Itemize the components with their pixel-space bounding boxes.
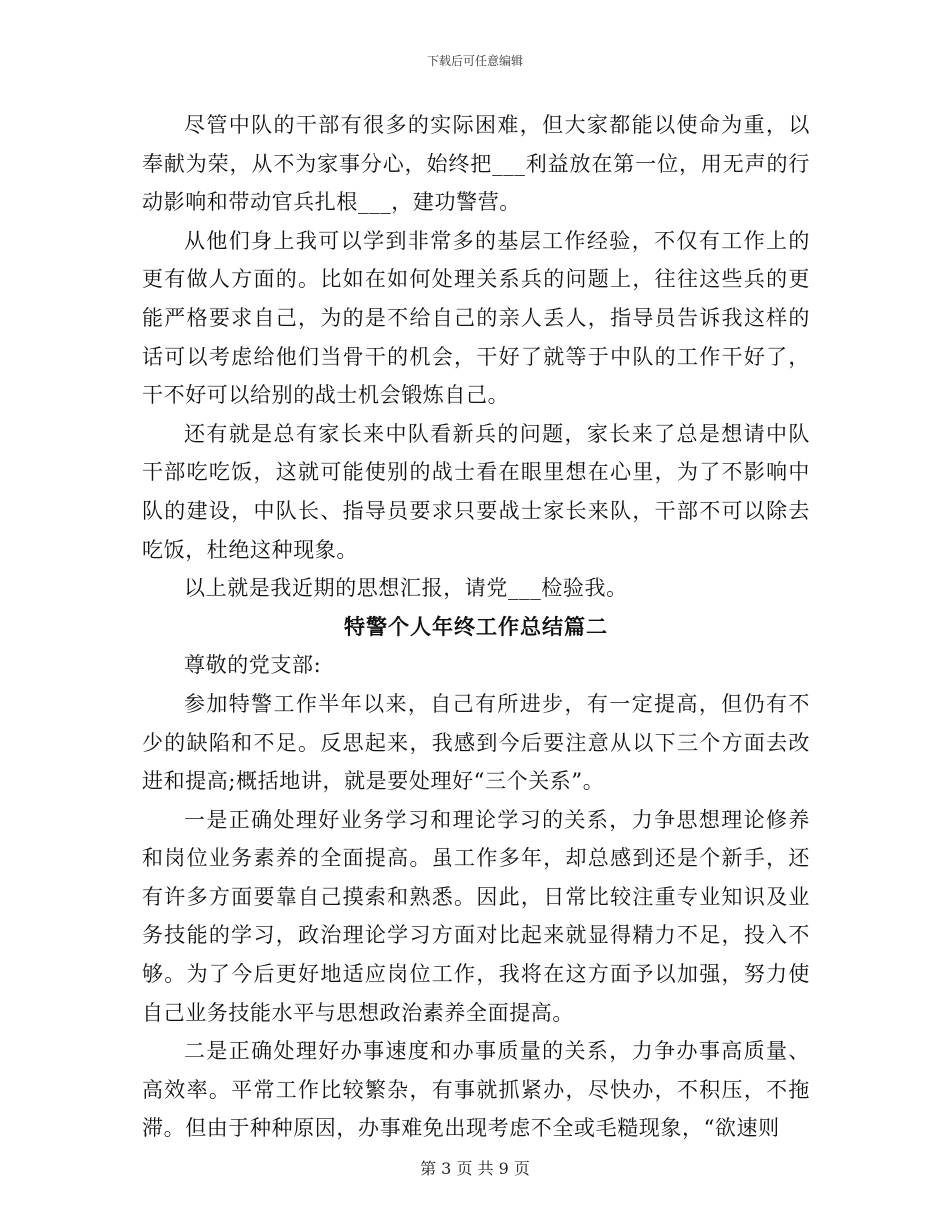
document-body xyxy=(142,106,810,1148)
page-number: 第 3 页 共 9 页 xyxy=(420,1159,530,1178)
paragraph-3: 还有就是总有家长来中队看新兵的问题，家长来了总是想请中队干部吃吃饭，这就可能使别的战士看在眼里想在心里，为了不影响中队的建设，中队长、指导员要求只要战士家长来队，干部不可以除去吃饭，杜绝这种现象。 xyxy=(142,421,810,562)
paragraph-6: 一是正确处理好业务学习和理论学习的关系，力争思想理论修养和岗位业务素养的全面提高。虽工作多年，却总感到还是个新手，还有许多方面要靠自己摸索和熟悉。因此，日常比较注重专业知识及业务技能的学习，政治理论学习方面对比起来就显得精力不足，投入不够。为了今后更好地适应岗位工作，我将在这方面予以加强，努力使自己业务技能水平与思想政治素养全面提高。 xyxy=(142,807,810,1025)
paragraph-5: 参加特警工作半年以来，自己有所进步，有一定提高，但仍有不少的缺陷和不足。反思起来，我感到今后要注意从以下三个方面去改进和提高;概括地讲，就是要处理好“三个关系”。 xyxy=(142,691,810,794)
section-title: 特警个人年终工作总结篇二 xyxy=(344,614,608,639)
paragraph-2: 从他们身上我可以学到非常多的基层工作经验，不仅有工作上的更有做人方面的。比如在如何处理关系兵的问题上，往往这些兵的更能严格要求自己，为的是不给自己的亲人丢人，指导员告诉我这样的话可以考虑给他们当骨干的机会，干好了就等于中队的工作干好了，干不好可以给别的战士机会锻炼自己。 xyxy=(142,228,810,408)
paragraph-4: 以上就是我近期的思想汇报，请党___检验我。 xyxy=(184,576,628,601)
paragraph-1: 尽管中队的干部有很多的实际困难，但大家都能以使命为重，以奉献为荣，从不为家事分心，始终把___利益放在第一位，用无声的行动影响和带动官兵扎根___，建功警营。 xyxy=(142,113,810,215)
salutation: 尊敬的党支部: xyxy=(184,653,322,678)
page-header-note: 下载后可任意编辑 xyxy=(426,54,523,68)
paragraph-7: 二是正确处理好办事速度和办事质量的关系，力争办事高质量、高效率。平常工作比较繁杂，有事就抓紧办，尽快办，不积压，不拖滞。但由于种种原因，办事难免出现考虑不全或毛糙现象，“欲速则 xyxy=(142,1039,810,1141)
